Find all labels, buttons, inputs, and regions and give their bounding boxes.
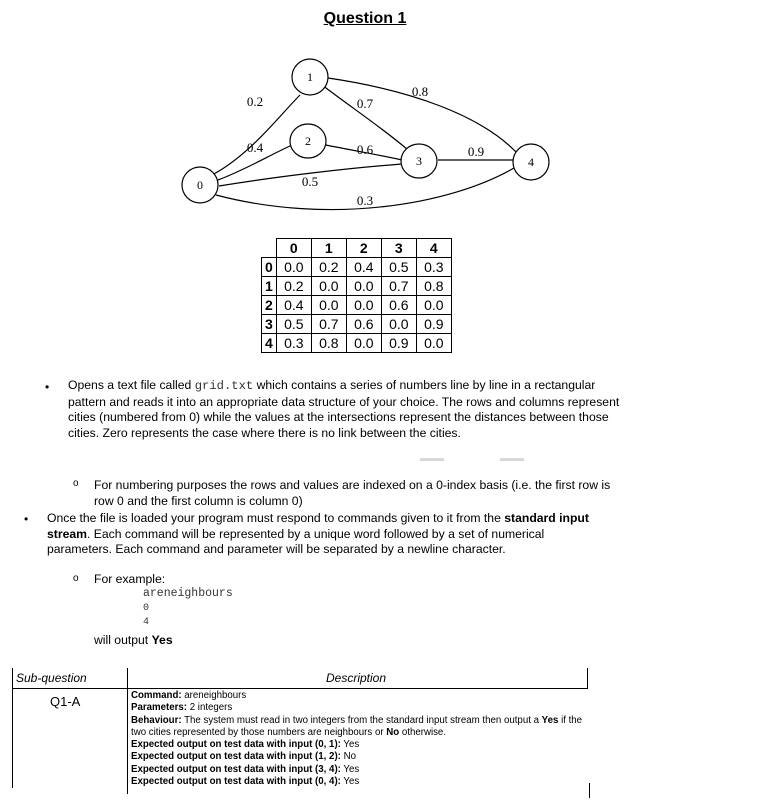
matrix-cell: 0.9 xyxy=(381,334,416,353)
code-line: areneighbours xyxy=(143,587,233,600)
edge-weight-0-3: 0.5 xyxy=(301,174,319,189)
matrix-row-header: 3 xyxy=(262,315,277,334)
example-label: For example: xyxy=(94,572,166,586)
expected-output-line: will output Yes xyxy=(94,633,173,647)
edge-weight-1-3: 0.7 xyxy=(356,96,374,111)
sub-bullet-indexing: For numbering purposes the rows and values are indexed on a 0-index basis (i.e. the first row is row 0 and the first column is column 0) xyxy=(94,478,611,508)
distance-matrix xyxy=(261,238,452,353)
code-example xyxy=(143,587,233,631)
matrix-cell: 0.0 xyxy=(416,334,451,353)
table-border-right xyxy=(587,668,588,689)
matrix-cell: 0.0 xyxy=(346,296,381,315)
sub-bullet-circle: o xyxy=(73,573,79,584)
parameters-line: Parameters: 2 integers xyxy=(131,702,233,714)
table-header-divider xyxy=(12,688,588,689)
bullet-file-description: Opens a text file called grid.txt which contains a series of numbers line by line in a rectangular pattern and reads it into an appropriate data structure of your choice. The rows and columns represent cities (numbered from 0) while the values at the intersections represent the distances between those cities. Zero represents the case where there is no link between the cities. xyxy=(68,378,620,440)
matrix-cell: 0.3 xyxy=(416,258,451,277)
matrix-cell: 0.0 xyxy=(381,315,416,334)
table-border-right-lower xyxy=(589,783,590,798)
matrix-cell: 0.5 xyxy=(276,315,311,334)
matrix-col-header: 0 xyxy=(276,239,311,258)
matrix-row-header: 1 xyxy=(262,277,277,296)
table-border-left xyxy=(12,668,13,788)
matrix-cell: 0.2 xyxy=(311,258,346,277)
header-description: Description xyxy=(326,671,387,685)
matrix-cell: 0.0 xyxy=(346,277,381,296)
matrix-cell: 0.8 xyxy=(311,334,346,353)
question-title: Question 1 xyxy=(323,10,407,27)
matrix-cell: 0.6 xyxy=(346,315,381,334)
matrix-col-header: 4 xyxy=(416,239,451,258)
matrix-cell: 0.2 xyxy=(276,277,311,296)
matrix-cell: 0.0 xyxy=(416,296,451,315)
matrix-row-header: 0 xyxy=(262,258,277,277)
node-label-1: 1 xyxy=(307,70,313,84)
edge-weight-0-1: 0.2 xyxy=(246,94,264,109)
matrix-row-header: 2 xyxy=(262,296,277,315)
matrix-row xyxy=(262,315,452,334)
table-border-mid xyxy=(127,668,128,794)
matrix-cell: 0.6 xyxy=(381,296,416,315)
matrix-col-header: 2 xyxy=(346,239,381,258)
code-line: 0 xyxy=(143,602,150,614)
matrix-cell: 0.5 xyxy=(381,258,416,277)
scan-smear xyxy=(420,458,444,461)
bullet-commands: Once the file is loaded your program must respond to commands given to it from the standard input stream. Each command will be represented by a unique word followed by a set of numerical parameters. Each command and parameter will be separated by a newline character. xyxy=(47,511,589,556)
header-subquestion: Sub-question xyxy=(16,671,87,685)
bullet-dot: • xyxy=(45,380,50,394)
matrix-cell: 0.4 xyxy=(346,258,381,277)
sub-bullet-circle: o xyxy=(73,478,79,489)
edge-weight-0-4: 0.3 xyxy=(356,193,374,208)
matrix-row xyxy=(262,277,452,296)
matrix-cell: 0.0 xyxy=(346,334,381,353)
behaviour-line: Behaviour: The system must read in two integers from the standard input stream then output a Yes if the two cities represented by those numbers are neighbours or No otherwise. xyxy=(131,714,583,738)
edge-weight-3-4: 0.9 xyxy=(467,144,485,159)
matrix-cell: 0.8 xyxy=(416,277,451,296)
node-label-0: 0 xyxy=(197,178,203,192)
matrix-cell: 0.0 xyxy=(276,258,311,277)
filename: grid.txt xyxy=(194,379,254,393)
subquestion-id: Q1-A xyxy=(50,694,81,709)
edge-weight-1-4: 0.8 xyxy=(411,84,429,99)
edge-weight-0-2: 0.4 xyxy=(246,140,264,155)
expected-line: Expected output on test data with input (0, 1): Yes xyxy=(131,739,360,751)
matrix-cell: 0.7 xyxy=(381,277,416,296)
expected-line: Expected output on test data with input (3, 4): Yes xyxy=(131,763,360,775)
matrix-row-header: 4 xyxy=(262,334,277,353)
bullet-dot: • xyxy=(24,512,29,526)
matrix-row xyxy=(262,258,452,277)
matrix-cell: 0.4 xyxy=(276,296,311,315)
matrix-corner xyxy=(262,239,277,258)
matrix-cell: 0.7 xyxy=(311,315,346,334)
expected-line: Expected output on test data with input (0, 4): Yes xyxy=(131,776,360,788)
matrix-row xyxy=(262,334,452,353)
edge-weight-2-3: 0.6 xyxy=(356,142,374,157)
matrix-col-header: 3 xyxy=(381,239,416,258)
city-graph xyxy=(0,0,765,235)
matrix-cell: 0.0 xyxy=(311,296,346,315)
node-label-3: 3 xyxy=(416,154,422,168)
matrix-cell: 0.0 xyxy=(311,277,346,296)
node-label-2: 2 xyxy=(305,134,311,148)
node-label-4: 4 xyxy=(528,155,534,169)
matrix-cell: 0.3 xyxy=(276,334,311,353)
matrix-cell: 0.9 xyxy=(416,315,451,334)
expected-line: Expected output on test data with input (1, 2): No xyxy=(131,751,356,763)
command-line: Command: areneighbours xyxy=(131,690,247,701)
code-line: 4 xyxy=(143,617,150,628)
subquestion-description xyxy=(131,690,586,788)
scan-smear xyxy=(500,458,524,461)
matrix-col-header: 1 xyxy=(311,239,346,258)
matrix-row xyxy=(262,296,452,315)
edge-1-3 xyxy=(322,85,408,150)
